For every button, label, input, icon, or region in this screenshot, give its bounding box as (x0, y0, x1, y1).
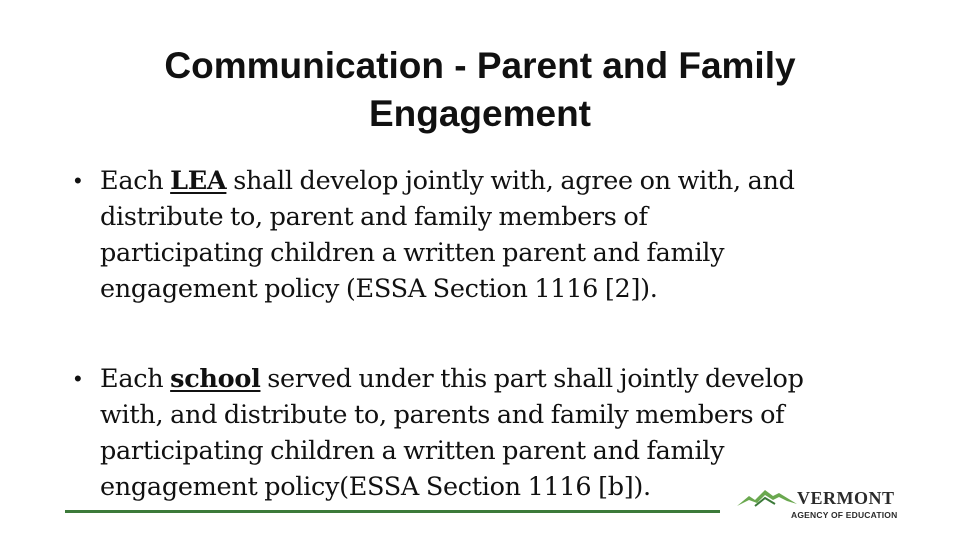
bullet-marker: • (74, 366, 82, 391)
logo-subtitle: AGENCY OF EDUCATION (791, 510, 898, 520)
footer-rule (65, 510, 720, 513)
slide-title (80, 42, 880, 138)
bullet-list (74, 163, 904, 508)
mountain-logo-icon (735, 486, 799, 508)
emphasis-lea: LEA (170, 166, 227, 196)
bullet-line: participating children a written parent and family (100, 238, 725, 268)
emphasis-school: school (170, 364, 261, 394)
line-post: shall develop jointly with, agree on with, and (226, 166, 795, 196)
bullet-line: engagement policy(ESSA Section 1116 [b]). (100, 472, 651, 502)
logo-name: VERMONT (797, 488, 895, 508)
bullet-marker: • (74, 168, 82, 193)
bullet-text (100, 361, 904, 508)
bullet-item-lea (74, 163, 904, 307)
title-line-2: Engagement (368, 93, 592, 134)
line-post: served under this part shall jointly develop (260, 364, 804, 394)
bullet-line (100, 163, 904, 199)
title-line-1: Communication - Parent and Family (164, 45, 796, 86)
bullet-line: engagement policy (ESSA Section 1116 [2]). (100, 274, 658, 304)
bullet-text (100, 163, 904, 307)
bullet-line: distribute to, parent and family members of (100, 202, 648, 232)
vermont-agency-logo (735, 486, 905, 522)
bullet-line: participating children a written parent and family (100, 436, 725, 466)
line-pre: Each (100, 364, 171, 394)
bullet-line: with, and distribute to, parents and family members of (100, 400, 785, 430)
line-pre: Each (100, 166, 171, 196)
bullet-item-school (74, 361, 904, 508)
bullet-line (100, 361, 904, 397)
